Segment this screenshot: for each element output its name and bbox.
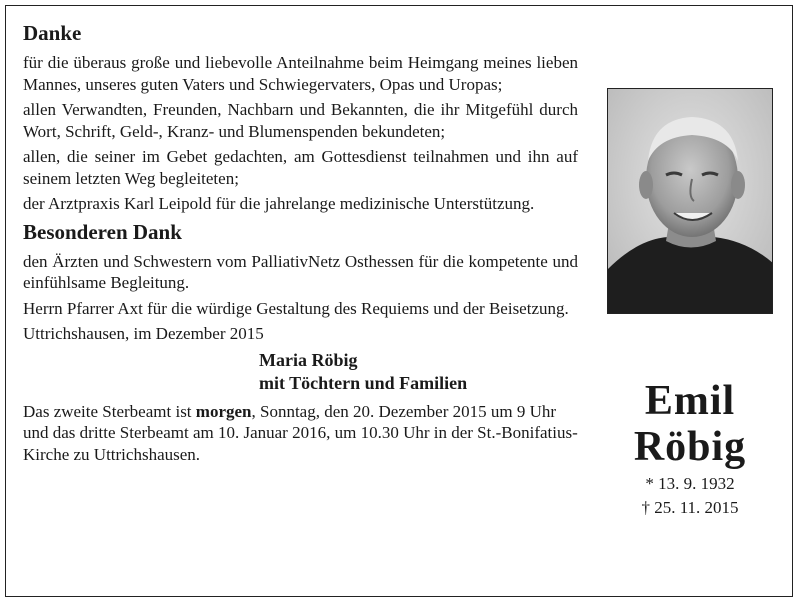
notice-after: , Sonntag, den 20. Dezember 2015 um 9 Uhr und das dritte Sterbeamt am 10. Januar 2016, um 10.30 Uhr in der St.-Bonifatius-Kirche zu Uttrichshausen. (23, 401, 578, 464)
portrait-photo (607, 88, 773, 314)
thanks-heading: Danke (23, 21, 82, 45)
special-paragraph-1: den Ärzten und Schwestern vom PalliativNetz Osthessen für die kompetente und einfühlsame Begleitung. (23, 251, 578, 292)
thanks-paragraph-1: für die überaus große und liebevolle Anteilnahme beim Heimgang meines lieben Mannes, unseres guten Vaters und Schwiegervaters, Opas und Uropas; (23, 53, 578, 94)
special-paragraph-2: Herrn Pfarrer Axt für die würdige Gestaltung des Requiems und der Beisetzung. (23, 298, 569, 318)
place-date: Uttrichshausen, im Dezember 2015 (23, 324, 264, 343)
death-date: † 25. 11. 2015 (641, 498, 739, 517)
thanks-column (23, 20, 578, 465)
special-thanks-heading: Besonderen Dank (23, 219, 182, 244)
thanks-paragraph-3: allen, die seiner im Gebet gedachten, am Gottesdienst teilnahmen und ihn auf seinem letzten Weg begleiteten; (23, 147, 578, 188)
thanks-paragraph-4: der Arztpraxis Karl Leipold für die jahrelange medizinische Unterstützung. (23, 194, 535, 213)
portrait-image (608, 89, 773, 314)
birth-date: * 13. 9. 1932 (645, 474, 735, 493)
service-notice (23, 401, 578, 466)
signature-line-1: Maria Röbig (259, 349, 358, 370)
thanks-paragraph-2: allen Verwandten, Freunden, Nachbarn und Bekannten, die ihr Mitgefühl durch Wort, Schrift, Geld-, Kranz- und Blumenspenden bekundeten; (23, 100, 578, 141)
deceased-name-block (600, 378, 780, 520)
last-name: Röbig (633, 424, 747, 470)
signature (259, 349, 578, 395)
notice-before: Das zweite Sterbeamt ist (23, 401, 196, 421)
notice-emphasis: morgen (195, 401, 252, 421)
first-name: Emil (644, 378, 736, 424)
signature-line-2: mit Töchtern und Familien (259, 372, 468, 393)
